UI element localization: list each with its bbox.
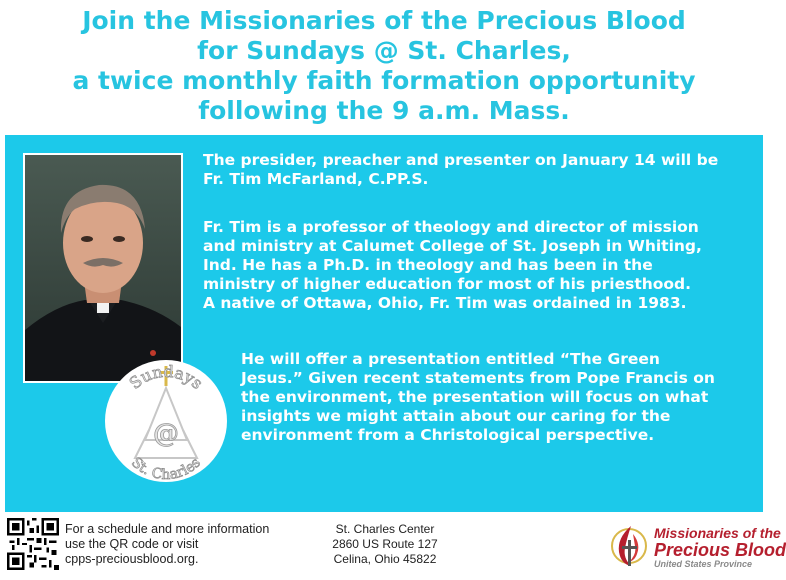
qr-code-icon[interactable] bbox=[7, 518, 59, 570]
text-line: The presider, preacher and presenter on January 14 will be bbox=[203, 151, 719, 169]
text-line: Ind. He has a Ph.D. in theology and has been in the bbox=[203, 256, 653, 274]
text-line: A native of Ottawa, Ohio, Fr. Tim was ordained in 1983. bbox=[203, 294, 687, 312]
church-logo-icon bbox=[105, 360, 227, 482]
address bbox=[310, 522, 460, 567]
text-line: Fr. Tim is a professor of theology and director of mission bbox=[203, 218, 699, 236]
presenter-photo bbox=[23, 153, 183, 383]
headline bbox=[0, 6, 768, 126]
logo-at: @ bbox=[153, 419, 179, 449]
org-name bbox=[654, 526, 786, 570]
text-line: use the QR code or visit bbox=[65, 537, 199, 551]
address-line: 2860 US Route 127 bbox=[332, 537, 438, 551]
bio-paragraph bbox=[203, 218, 702, 313]
intro-paragraph bbox=[203, 151, 718, 189]
logo-bottom-word: St. Charles bbox=[128, 454, 204, 482]
headline-line: a twice monthly faith formation opportunity bbox=[72, 66, 696, 95]
presentation-paragraph bbox=[241, 350, 715, 445]
text-line: Fr. Tim McFarland, C.PP.S. bbox=[203, 170, 429, 188]
text-line: environment from a Christological perspective. bbox=[241, 426, 655, 444]
portrait-image bbox=[25, 155, 181, 381]
text-line: insights we might attain about our caring for the bbox=[241, 407, 671, 425]
schedule-info bbox=[65, 522, 269, 567]
website-link[interactable]: cpps-preciousblood.org. bbox=[65, 552, 199, 566]
headline-line: following the 9 a.m. Mass. bbox=[198, 96, 570, 125]
org-name-line: Precious Blood bbox=[654, 540, 786, 560]
headline-line: Join the Missionaries of the Precious Blood bbox=[82, 6, 686, 35]
text-line: He will offer a presentation entitled “The Green bbox=[241, 350, 660, 368]
text-line: and ministry at Calumet College of St. Joseph in Whiting, bbox=[203, 237, 702, 255]
address-line: Celina, Ohio 45822 bbox=[333, 552, 437, 566]
text-line: the environment, the presentation will focus on what bbox=[241, 388, 709, 406]
headline-line: for Sundays @ St. Charles, bbox=[197, 36, 571, 65]
text-line: For a schedule and more information bbox=[65, 522, 270, 536]
info-panel bbox=[5, 135, 763, 512]
address-line: St. Charles Center bbox=[335, 522, 435, 536]
sundays-logo bbox=[105, 360, 227, 482]
org-name-line: Missionaries of the bbox=[654, 525, 781, 541]
org-province: United States Province bbox=[654, 559, 753, 569]
text-line: Jesus.” Given recent statements from Pope Francis on bbox=[241, 369, 715, 387]
text-line: ministry of higher education for most of his priesthood. bbox=[203, 275, 692, 293]
footer bbox=[0, 512, 786, 580]
precious-blood-logo-icon bbox=[609, 520, 649, 572]
logo-top-word: Sundays bbox=[125, 361, 207, 393]
